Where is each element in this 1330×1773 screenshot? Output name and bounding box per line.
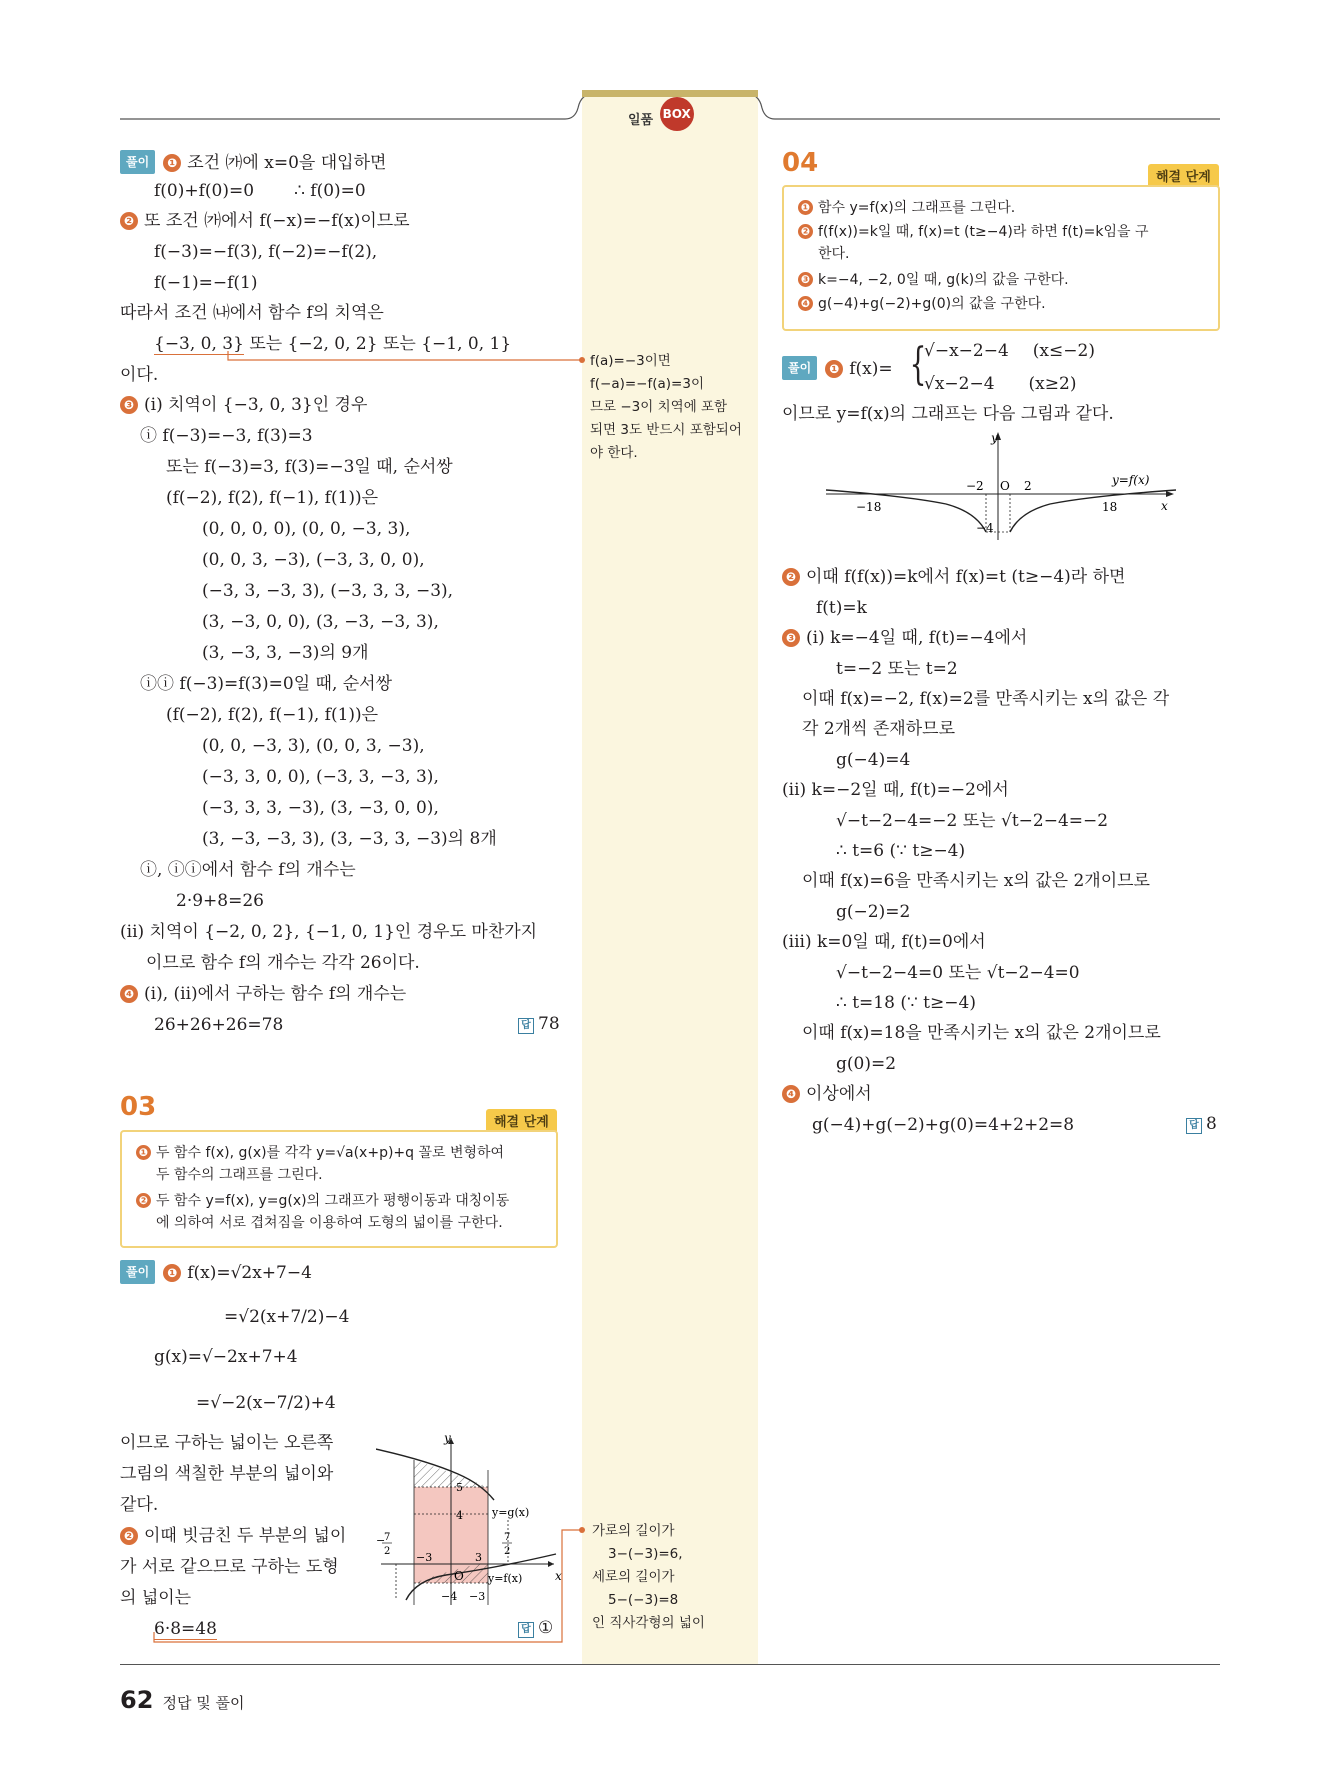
step-text: f(f(x))=k일 때, f(x)=t (t≥−4)라 하면 f(t)=k임을 구 [818,224,1149,240]
p03-step-2b: 에 의하여 서로 겹쳐짐을 이용하여 도형의 넓이를 구한다. [156,1215,503,1231]
step-marker: ❶ [825,360,843,378]
p04-text-12: 이때 f(x)=6을 만족시키는 x의 값은 2개이므로 [802,871,1150,891]
page-number: 62 [120,1686,154,1714]
p02-line-24: ⓘ, ⓘⓘ에서 함수 f의 개수는 [140,860,356,880]
p02-line-6: 따라서 조건 ㈏에서 함수 f의 치역은 [120,303,384,323]
p03-text: 이때 빗금친 두 부분의 넓이 [144,1526,347,1546]
p03-eq: f(x)=√2x+7−4 [187,1263,312,1283]
p02-line-15: (−3, 3, −3, 3), (−3, 3, 3, −3), [202,581,454,601]
p03-text-3: 같다. [120,1495,159,1515]
p02-line-4: f(−3)=−f(3), f(−2)=−f(2), [154,242,378,262]
p04-text-20: g(−4)+g(−2)+g(0)=4+2+2=8 [812,1115,1075,1135]
graph-origin-label: O [1000,479,1010,493]
p03-text-2: 그림의 색칠한 부분의 넓이와 [120,1464,334,1484]
p04-text-7: 각 2개씩 존재하므로 [802,719,955,739]
p04-text-11: ∴ t=6 (∵ t≥−4) [836,841,966,861]
p03-eq-3: g(x)=√−2x+7+4 [154,1347,298,1367]
footer-rule [120,1664,1220,1665]
side-note-1 [590,350,742,465]
sol-tag: 풀이 [782,356,817,380]
step-marker: ❸ [798,272,813,287]
step-text: 두 함수 y=f(x), y=g(x)의 그래프가 평행이동과 대칭이동 [156,1193,510,1209]
step-marker: ❹ [120,985,138,1003]
answer-value: 78 [538,1014,560,1034]
p02-line-12: (f(−2), f(2), f(−1), f(1))은 [166,488,379,508]
step-marker: ❶ [798,200,813,215]
graph-tick-p2: 2 [1024,479,1032,493]
p02-line-25: 2·9+8=26 [176,891,264,911]
step-marker: ❷ [798,224,813,239]
p04-text-16: ∴ t=18 (∵ t≥−4) [836,993,976,1013]
step-marker: ❹ [798,296,813,311]
graph-g-label: y=g(x) [492,1506,530,1519]
p04-text-14: (iii) k=0일 때, f(t)=0에서 [782,932,986,952]
p03-graph [376,1430,566,1610]
answer-icon: 답 [518,1018,534,1034]
p02-line-23: (3, −3, −3, 3), (3, −3, 3, −3)의 8개 [202,829,497,849]
side-note-line: f(−a)=−f(a)=3이 [590,376,704,392]
p04-answer [1186,1114,1217,1134]
p02-text: 또는 {−2, 0, 2} 또는 {−1, 0, 1} [249,334,512,354]
steps-badge: 해결 단계 [1148,164,1219,187]
graph-y-label: y [444,1431,451,1445]
graph-tick-m4: −4 [976,521,994,535]
graph-tick-m2: −2 [966,479,984,493]
graph-f-label: y=f(x) [1112,473,1150,487]
p04-cond: (x≤−2) [1032,341,1095,361]
side-note-line: 인 직사각형의 넓이 [592,1615,705,1631]
side-note-2 [592,1520,705,1635]
p03-text-6: 의 넓이는 [120,1588,192,1608]
step-marker: ❷ [120,212,138,230]
p02-line-26: (ii) 치역이 {−2, 0, 2}, {−1, 0, 1}인 경우도 마찬가지 [120,922,538,942]
step-marker: ❷ [120,1527,138,1545]
graph-f-label: y=f(x) [488,1572,523,1585]
p02-text: ∴ f(0)=0 [294,181,366,201]
p04-step-1 [798,199,1015,217]
graph-x-label: x [555,1569,562,1583]
p02-line-8: 이다. [120,365,159,385]
p04-case: √x−2−4 [924,374,995,394]
p04-text-10: √−t−2−4=−2 또는 √t−2−4=−2 [836,811,1109,831]
p04-def [782,356,893,380]
answer-icon: 답 [1186,1118,1202,1134]
side-note-line: 가로의 길이가 [592,1523,675,1539]
p04-text-3: f(t)=k [816,598,867,618]
answer-value: 8 [1206,1114,1217,1134]
graph-frac-num-neg: 7 [384,1532,391,1543]
p03-text-4 [120,1525,346,1547]
box-title-pre: 일품 [628,113,654,128]
graph-frac-num-pos: 7 [504,1532,511,1543]
p04-text-9: (ii) k=−2일 때, f(t)=−2에서 [782,780,1009,800]
p02-line-21: (−3, 3, 0, 0), (−3, 3, −3, 3), [202,767,439,787]
p04-text-18: g(0)=2 [836,1054,897,1074]
graph-tick-m3h: −3 [416,1551,433,1564]
p03-eq-2: =√2(x+7/2)−4 [224,1307,350,1327]
step-marker: ❷ [782,568,800,586]
p04-step-2b: 한다. [818,246,850,262]
side-note-line: 므로 −3이 치역에 포함 [590,399,728,415]
p03-result: 6·8=48 [154,1619,217,1639]
side-note-line: f(a)=−3이면 [590,353,671,369]
footer-title: 정답 및 풀이 [162,1694,245,1712]
graph-tick-4: 4 [456,1509,463,1522]
problem-03-number: 03 [120,1092,157,1122]
p04-text: (i) k=−4일 때, f(t)=−4에서 [806,628,1028,648]
graph-tick-5: 5 [456,1481,463,1494]
graph-tick-3h: 3 [475,1551,482,1564]
p04-fdef: f(x)= [849,359,893,379]
p02-text: 또 조건 ㈎에서 f(−x)=−f(x)이므로 [144,211,410,231]
steps-badge: 해결 단계 [486,1109,557,1132]
side-note-line: 5−(−3)=8 [608,1592,679,1608]
side-note-line: 3−(−3)=6, [608,1546,683,1562]
box-badge-label: BOX [662,107,691,121]
p02-text: (i), (ii)에서 구하는 함수 f의 개수는 [144,984,407,1004]
p02-line-13: (0, 0, 0, 0), (0, 0, −3, 3), [202,519,411,539]
step-marker: ❸ [120,396,138,414]
p04-text-4 [782,627,1027,649]
p04-text-15: √−t−2−4=0 또는 √t−2−4=0 [836,963,1080,983]
graph-origin-label: O [454,1569,464,1583]
p04-brace: { [909,339,927,390]
p02-line-29: 26+26+26=78 [154,1015,284,1035]
p02-line-16: (3, −3, 0, 0), (3, −3, −3, 3), [202,612,439,632]
graph-tick-m3v: −3 [469,1590,486,1603]
p04-text-1: 이므로 y=f(x)의 그래프는 다음 그림과 같다. [782,404,1114,424]
p02-line-14: (0, 0, 3, −3), (−3, 3, 0, 0), [202,550,425,570]
p03-eq-4: =√−2(x−7/2)+4 [196,1393,336,1413]
p04-graph [826,432,1181,542]
p02-line-17: (3, −3, 3, −3)의 9개 [202,643,369,663]
p04-case: √−x−2−4 [924,341,1009,361]
answer-icon: 답 [518,1622,534,1638]
p02-line-22: (−3, 3, 3, −3), (3, −3, 0, 0), [202,798,439,818]
p02-text: f(0)+f(0)=0 [154,181,255,201]
p02-underlined-range: {−3, 0, 3} [154,334,244,354]
p04-text-2 [782,566,1125,588]
graph-x-label: x [1161,499,1168,513]
p02-line-18: ⓘⓘ f(−3)=f(3)=0일 때, 순서쌍 [140,674,393,694]
p04-step-3 [798,271,1069,289]
p03-answer [518,1618,553,1638]
graph-tick-p18: 18 [1102,500,1118,514]
p03-step-2 [136,1192,509,1210]
graph-y-label: y [991,432,998,445]
p02-line-20: (0, 0, −3, 3), (0, 0, 3, −3), [202,736,425,756]
graph-frac-minus: − [376,1534,386,1547]
step-marker: ❷ [136,1193,151,1208]
problem-04-number: 04 [782,148,819,178]
p02-line-27: 이므로 함수 f의 개수는 각각 26이다. [146,953,420,973]
p03-text-5: 가 서로 같으므로 구하는 도형 [120,1557,339,1577]
sol-tag: 풀이 [120,150,155,174]
p04-cond: (x≥2) [1028,374,1077,394]
step-text: g(−4)+g(−2)+g(0)의 값을 구한다. [818,296,1046,312]
graph-tick-m18: −18 [856,500,882,514]
answer-value: ① [538,1618,554,1638]
step-marker: ❶ [163,154,181,172]
p04-text-6: 이때 f(x)=−2, f(x)=2를 만족시키는 x의 값은 각 [802,689,1170,709]
graph-frac-den-neg: 2 [384,1546,391,1557]
p04-text-8: g(−4)=4 [836,750,911,770]
p03-steps-box [120,1130,558,1248]
p04-steps-box [782,185,1220,331]
p04-case-2 [924,373,1076,395]
step-marker: ❶ [136,1145,151,1160]
p02-line-10: ⓘ f(−3)=−3, f(3)=3 [140,426,313,446]
p04-text: 이상에서 [806,1084,872,1104]
footer [120,1686,245,1714]
p03-step-1 [136,1144,504,1162]
step-marker: ❶ [163,1264,181,1282]
p04-step-4 [798,295,1046,313]
p04-text-17: 이때 f(x)=18을 만족시키는 x의 값은 2개이므로 [802,1023,1161,1043]
p03-text-7 [154,1618,217,1640]
step-marker: ❹ [782,1085,800,1103]
p04-step-2 [798,223,1149,241]
side-note-line: 야 한다. [590,445,638,461]
p04-case-1 [924,340,1095,362]
p02-line-11: 또는 f(−3)=3, f(3)=−3일 때, 순서쌍 [166,457,453,477]
side-note-line: 세로의 길이가 [592,1569,675,1585]
sol-tag: 풀이 [120,1260,155,1284]
p04-text: 이때 f(f(x))=k에서 f(x)=t (t≥−4)라 하면 [806,567,1126,587]
step-text: k=−4, −2, 0일 때, g(k)의 값을 구한다. [818,272,1069,288]
p04-text-19 [782,1083,872,1105]
p03-step-1b: 두 함수의 그래프를 그린다. [156,1167,323,1183]
p03-text-1: 이므로 구하는 넓이는 오른쪽 [120,1433,334,1453]
step-text: 함수 y=f(x)의 그래프를 그린다. [818,200,1016,216]
p04-text-5: t=−2 또는 t=2 [836,659,958,679]
step-marker: ❸ [782,629,800,647]
p02-text: (i) 치역이 {−3, 0, 3}인 경우 [144,395,368,415]
p02-line-5: f(−1)=−f(1) [154,273,258,293]
graph-tick-m4: −4 [441,1590,458,1603]
side-note-line: 되면 3도 반드시 포함되어 [590,422,742,438]
step-text: 두 함수 f(x), g(x)를 각각 y=√a(x+p)+q 꼴로 변형하여 [156,1145,505,1161]
p02-line-19: (f(−2), f(2), f(−1), f(1))은 [166,705,379,725]
p03-eq-1 [120,1260,312,1284]
p04-text-13: g(−2)=2 [836,902,911,922]
p02-text: 조건 ㈎에 x=0을 대입하면 [187,153,387,173]
graph-frac-den-pos: 2 [504,1546,511,1557]
